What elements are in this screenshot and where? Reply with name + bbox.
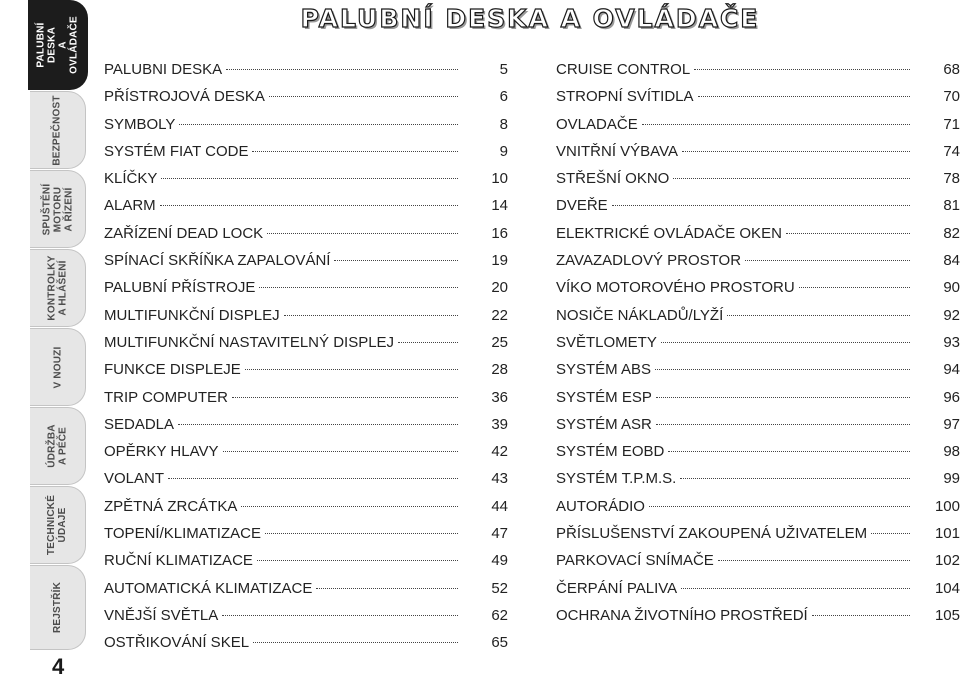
toc-entry-page: 78: [943, 170, 960, 188]
dot-leader: [252, 151, 458, 152]
dot-leader: [727, 315, 910, 316]
toc-entry-label: NOSIČE NÁKLADŮ/LYŽÍ: [556, 306, 724, 324]
toc-entry[interactable]: [556, 83, 960, 110]
toc-entry-label: PALUBNÍ PŘÍSTROJE: [104, 279, 256, 297]
dot-leader: [718, 560, 910, 561]
dot-leader: [680, 478, 910, 479]
toc-entry[interactable]: [104, 165, 508, 192]
dot-leader: [799, 287, 910, 288]
toc-entry-label: OCHRANA ŽIVOTNÍHO PROSTŘEDÍ: [556, 606, 808, 624]
toc-entry-page: 28: [491, 361, 508, 379]
toc-entry-page: 93: [943, 333, 960, 351]
dot-leader: [269, 96, 458, 97]
toc-entry-label: ZAVAZADLOVÝ PROSTOR: [556, 252, 742, 270]
toc-entry[interactable]: [556, 356, 960, 383]
toc-entry[interactable]: [104, 274, 508, 301]
toc-entry-page: 49: [491, 552, 508, 570]
toc-entry[interactable]: [556, 302, 960, 329]
toc-entry[interactable]: [556, 602, 960, 629]
dot-leader: [786, 233, 910, 234]
toc-entry[interactable]: [556, 138, 960, 165]
toc-entry-page: 62: [491, 606, 508, 624]
toc-entry-page: 65: [491, 634, 508, 652]
toc-entry-label: ELEKTRICKÉ OVLÁDAČE OKEN: [556, 224, 782, 242]
dot-leader: [223, 451, 459, 452]
toc-entry-page: 44: [491, 497, 508, 515]
toc-entry-page: 47: [491, 525, 508, 543]
dot-leader: [161, 178, 458, 179]
toc-entry[interactable]: [104, 220, 508, 247]
dot-leader: [265, 533, 458, 534]
dot-leader: [334, 260, 458, 261]
toc-entry[interactable]: [104, 56, 508, 83]
toc-entry-label: OVLADAČE: [556, 115, 638, 133]
toc-entry[interactable]: [104, 111, 508, 138]
dot-leader: [694, 69, 910, 70]
toc-entry-page: 84: [943, 252, 960, 270]
sidebar-tab-label: SPUŠTĚNÍ MOTORU A ŘÍZENÍ: [41, 183, 74, 235]
sidebar-tab[interactable]: [30, 328, 86, 406]
dot-leader: [253, 642, 458, 643]
dot-leader: [661, 342, 910, 343]
dot-leader: [871, 533, 910, 534]
page-title: PALUBNÍ DESKA A OVLÁDAČE: [300, 4, 760, 33]
toc-entry-page: 22: [491, 306, 508, 324]
toc-entry-label: AUTOMATICKÁ KLIMATIZACE: [104, 579, 313, 597]
toc-entry[interactable]: [104, 547, 508, 574]
toc-entry-page: 71: [943, 115, 960, 133]
dot-leader: [259, 287, 458, 288]
toc-entry-page: 81: [943, 197, 960, 215]
sidebar-tab-label: KONTROLKY A HLÁŠENÍ: [46, 255, 69, 321]
toc-entry-label: RUČNÍ KLIMATIZACE: [104, 552, 253, 570]
toc-entry-page: 20: [491, 279, 508, 297]
dot-leader: [232, 397, 458, 398]
toc-entry-page: 52: [491, 579, 508, 597]
dot-leader: [241, 506, 458, 507]
toc-entry-label: MULTIFUNKČNÍ NASTAVITELNÝ DISPLEJ: [104, 333, 395, 351]
toc-entry-label: SEDADLA: [104, 415, 175, 433]
toc-entry-label: CRUISE CONTROL: [556, 61, 691, 78]
dot-leader: [655, 369, 910, 370]
sidebar-tab[interactable]: [30, 486, 86, 564]
toc-entry-label: VÍKO MOTOROVÉHO PROSTORU: [556, 279, 795, 297]
toc-entry-page: 99: [943, 470, 960, 488]
toc-left-column: [104, 56, 508, 657]
sidebar-tab-label: PALUBNÍ DESKA A OVLÁDAČE: [35, 16, 80, 74]
dot-leader: [267, 233, 458, 234]
toc-entry-page: 70: [943, 88, 960, 106]
toc-entry-label: SYSTÉM ABS: [556, 361, 652, 379]
toc-entry-page: 97: [943, 415, 960, 433]
sidebar-tab[interactable]: [30, 565, 86, 650]
toc-entry-label: TRIP COMPUTER: [104, 388, 228, 406]
toc-entry-label: SYSTÉM ASR: [556, 415, 652, 433]
toc-entry-page: 105: [934, 606, 960, 624]
toc-entry[interactable]: [104, 384, 508, 411]
toc-entry-label: SPÍNACÍ SKŘÍŇKA ZAPALOVÁNÍ: [104, 252, 331, 270]
toc-entry-page: 94: [943, 361, 960, 379]
toc-entry[interactable]: [104, 138, 508, 165]
dot-leader: [226, 69, 458, 70]
dot-leader: [612, 205, 910, 206]
toc-entry-label: ZPĚTNÁ ZRCÁTKA: [104, 497, 238, 515]
toc-entry-label: SYMBOLY: [104, 115, 176, 133]
toc-entry-page: 101: [934, 525, 960, 543]
toc-entry-page: 90: [943, 279, 960, 297]
toc-entry[interactable]: [104, 356, 508, 383]
toc-entry-label: STROPNÍ SVÍTIDLA: [556, 88, 694, 106]
toc-entry-page: 8: [499, 115, 508, 133]
toc-entry[interactable]: [104, 192, 508, 219]
dot-leader: [673, 178, 910, 179]
dot-leader: [642, 124, 910, 125]
dot-leader: [656, 424, 910, 425]
toc-entry[interactable]: [556, 329, 960, 356]
dot-leader: [160, 205, 458, 206]
toc-entry-label: PARKOVACÍ SNÍMAČE: [556, 552, 714, 570]
toc-entry-page: 82: [943, 224, 960, 242]
toc-entry-label: SYSTÉM ESP: [556, 388, 652, 406]
toc-entry[interactable]: [556, 111, 960, 138]
toc-entry[interactable]: [556, 192, 960, 219]
toc-entry-label: SYSTÉM T.P.M.S.: [556, 470, 677, 488]
toc-entry-page: 25: [491, 333, 508, 351]
toc-entry-label: ALARM: [104, 197, 156, 215]
toc-entry-page: 6: [499, 88, 508, 106]
toc-entry-label: DVEŘE: [556, 197, 608, 215]
toc-entry-label: SYSTÉM FIAT CODE: [104, 142, 249, 160]
sidebar-tab[interactable]: [30, 249, 86, 327]
toc-entry-label: FUNKCE DISPLEJE: [104, 361, 241, 379]
toc-entry-label: KLÍČKY: [104, 170, 158, 188]
toc-entry-label: ZAŘÍZENÍ DEAD LOCK: [104, 224, 264, 242]
toc-entry-page: 68: [943, 61, 960, 78]
toc-entry-label: SYSTÉM EOBD: [556, 443, 665, 461]
toc-entry-page: 9: [499, 142, 508, 160]
page-number: 4: [52, 654, 65, 679]
sidebar-tab-label: ÚDRŽBA A PÉČE: [46, 424, 69, 468]
toc-entry[interactable]: [556, 438, 960, 465]
dot-leader: [649, 506, 910, 507]
toc-entry[interactable]: [556, 56, 960, 83]
sidebar-tab-label: BEZPEČNOST: [52, 94, 63, 166]
toc-entry[interactable]: [104, 493, 508, 520]
toc-entry-page: 16: [491, 224, 508, 242]
toc-entry[interactable]: [104, 247, 508, 274]
toc-entry-label: PŘÍSLUŠENSTVÍ ZAKOUPENÁ UŽIVATELEM: [556, 525, 868, 543]
toc-entry-label: ČERPÁNÍ PALIVA: [556, 579, 678, 597]
toc-entry-page: 102: [934, 552, 960, 570]
toc-entry[interactable]: [104, 302, 508, 329]
sidebar-tab[interactable]: [30, 91, 86, 169]
dot-leader: [178, 424, 458, 425]
toc-entry[interactable]: [104, 465, 508, 492]
dot-leader: [812, 615, 910, 616]
toc-entry-label: VOLANT: [104, 470, 165, 488]
toc-entry-label: SVĚTLOMETY: [556, 333, 657, 351]
toc-entry-label: PŘÍSTROJOVÁ DESKA: [104, 88, 265, 106]
dot-leader: [681, 588, 910, 589]
toc-entry-label: OSTŘIKOVÁNÍ SKEL: [104, 634, 250, 652]
sidebar-tab-label: TECHNICKÉ ÚDAJE: [46, 494, 69, 556]
sidebar-tab[interactable]: [30, 170, 86, 248]
toc-entry[interactable]: [556, 575, 960, 602]
dot-leader: [245, 369, 458, 370]
toc-entry-label: OPĚRKY HLAVY: [104, 443, 219, 461]
toc-entry-label: TOPENÍ/KLIMATIZACE: [104, 525, 261, 543]
sidebar-tab-label: V NOUZI: [52, 346, 63, 388]
toc-entry[interactable]: [104, 602, 508, 629]
toc-entry[interactable]: [104, 629, 508, 656]
dot-leader: [168, 478, 458, 479]
dot-leader: [398, 342, 458, 343]
dot-leader: [698, 96, 910, 97]
toc-entry[interactable]: [104, 575, 508, 602]
toc-entry-label: PALUBNI DESKA: [104, 61, 223, 78]
toc-entry-label: AUTORÁDIO: [556, 497, 645, 515]
toc-entry[interactable]: [556, 384, 960, 411]
dot-leader: [682, 151, 910, 152]
toc-entry-page: 39: [491, 415, 508, 433]
dot-leader: [668, 451, 910, 452]
toc-entry-page: 98: [943, 443, 960, 461]
dot-leader: [179, 124, 458, 125]
toc-entry-label: VNITŘNÍ VÝBAVA: [556, 142, 678, 160]
toc-right-column: [556, 56, 960, 629]
toc-entry-page: 100: [934, 497, 960, 515]
sidebar-tab-label: REJSTŘÍK: [52, 581, 63, 634]
toc-entry[interactable]: [556, 220, 960, 247]
dot-leader: [656, 397, 910, 398]
toc-entry[interactable]: [104, 329, 508, 356]
toc-entry[interactable]: [556, 547, 960, 574]
toc-entry-page: 5: [499, 61, 508, 78]
toc-entry-page: 10: [491, 170, 508, 188]
dot-leader: [745, 260, 910, 261]
toc-entry[interactable]: [556, 247, 960, 274]
dot-leader: [284, 315, 458, 316]
toc-entry-page: 19: [491, 252, 508, 270]
toc-entry[interactable]: [104, 83, 508, 110]
toc-entry-page: 92: [943, 306, 960, 324]
dot-leader: [316, 588, 458, 589]
toc-entry-label: STŘEŠNÍ OKNO: [556, 170, 670, 188]
toc-entry[interactable]: [556, 520, 960, 547]
toc-entry-page: 36: [491, 388, 508, 406]
toc-entry-page: 104: [934, 579, 960, 597]
toc-entry-label: MULTIFUNKČNÍ DISPLEJ: [104, 306, 280, 324]
toc-entry-page: 42: [491, 443, 508, 461]
toc-entry[interactable]: [556, 411, 960, 438]
toc-entry[interactable]: [104, 438, 508, 465]
toc-entry[interactable]: [104, 411, 508, 438]
toc-entry[interactable]: [556, 165, 960, 192]
dot-leader: [222, 615, 458, 616]
toc-entry-label: VNĚJŠÍ SVĚTLA: [104, 606, 219, 624]
toc-entry[interactable]: [556, 465, 960, 492]
dot-leader: [257, 560, 458, 561]
sidebar-tab[interactable]: [30, 407, 86, 485]
toc-entry-page: 96: [943, 388, 960, 406]
toc-entry-page: 74: [943, 142, 960, 160]
section-sidebar: [0, 0, 86, 681]
toc-entry[interactable]: [556, 274, 960, 301]
toc-entry-page: 43: [491, 470, 508, 488]
toc-entry-page: 14: [491, 197, 508, 215]
toc-entry[interactable]: [104, 520, 508, 547]
toc-entry[interactable]: [556, 493, 960, 520]
